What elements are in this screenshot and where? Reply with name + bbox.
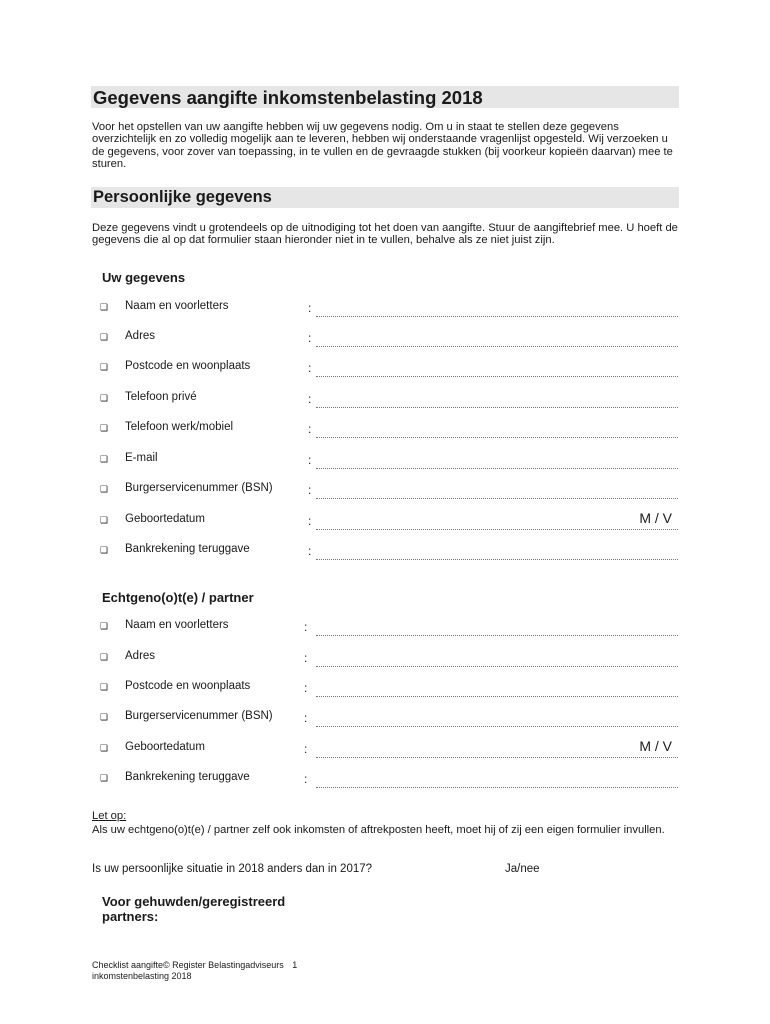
checkbox-icon[interactable]: ❏ (100, 682, 109, 692)
checkbox-icon[interactable]: ❏ (100, 652, 109, 662)
partner-field-bsn: ❏ Burgerservicenummer (BSN) : (0, 713, 770, 743)
input-line[interactable] (316, 407, 678, 408)
field-label: Geboortedatum (125, 513, 205, 525)
gender-selector[interactable]: M / V (639, 738, 672, 754)
field-label: Naam en voorletters (125, 300, 229, 312)
input-line[interactable] (316, 787, 678, 788)
field-label: E-mail (125, 452, 158, 464)
situation-answer[interactable]: Ja/nee (505, 863, 540, 875)
field-label: Burgerservicenummer (BSN) (125, 482, 273, 494)
footer-title: Checklist aangifte© Register Belastingadviseurs (92, 960, 284, 970)
input-line[interactable] (316, 559, 678, 560)
checkbox-icon[interactable]: ❏ (100, 484, 109, 494)
partner-heading: Echtgeno(o)t(e) / partner (102, 590, 254, 605)
section-heading-personal: Persoonlijke gegevens (93, 188, 272, 206)
field-label: Postcode en woonplaats (125, 360, 251, 372)
page-footer (92, 960, 297, 982)
partner-field-bank: ❏ Bankrekening teruggave : (0, 774, 770, 804)
field-label: Postcode en woonplaats (125, 680, 251, 692)
uw-field-name: ❏ Naam en voorletters : (0, 303, 770, 333)
checkbox-icon[interactable]: ❏ (100, 545, 109, 555)
field-label: Naam en voorletters (125, 619, 229, 631)
footer-subtitle: inkomstenbelasting 2018 (92, 971, 192, 981)
uw-field-birthdate: ❏ Geboortedatum : M / V (0, 516, 770, 546)
input-line[interactable] (316, 635, 678, 636)
input-line[interactable] (316, 316, 678, 317)
input-line[interactable] (316, 346, 678, 347)
field-label: Burgerservicenummer (BSN) (125, 710, 273, 722)
input-line[interactable] (316, 376, 678, 377)
uw-field-bsn: ❏ Burgerservicenummer (BSN) : (0, 485, 770, 515)
uw-gegevens-heading: Uw gegevens (102, 270, 186, 285)
checkbox-icon[interactable]: ❏ (100, 773, 109, 783)
checkbox-icon[interactable]: ❏ (100, 332, 109, 342)
checkbox-icon[interactable]: ❏ (100, 743, 109, 753)
checkbox-icon[interactable]: ❏ (100, 362, 109, 372)
field-label: Telefoon werk/mobiel (125, 421, 234, 433)
uw-field-phone-private: ❏ Telefoon privé : (0, 394, 770, 424)
uw-field-phone-work: ❏ Telefoon werk/mobiel : (0, 424, 770, 454)
checkbox-icon[interactable]: ❏ (100, 302, 109, 312)
checkbox-icon[interactable]: ❏ (100, 712, 109, 722)
uw-field-bank: ❏ Bankrekening teruggave : (0, 546, 770, 576)
input-line[interactable] (316, 529, 678, 530)
note-text: Als uw echtgeno(o)t(e) / partner zelf ook inkomsten of aftrekposten heeft, moet hij of zij een eigen formulier invullen. (92, 824, 665, 836)
section-bar-personal (91, 187, 679, 208)
field-label: Adres (125, 650, 156, 662)
partner-field-name: ❏ Naam en voorletters : (0, 622, 770, 652)
field-label: Geboortedatum (125, 741, 205, 753)
input-line[interactable] (316, 468, 678, 469)
input-line[interactable] (316, 696, 678, 697)
checkbox-icon[interactable]: ❏ (100, 454, 109, 464)
page-number: 1 (292, 960, 298, 970)
field-label: Bankrekening teruggave (125, 543, 250, 555)
partner-field-birthdate: ❏ Geboortedatum : M / V (0, 744, 770, 774)
checkbox-icon[interactable]: ❏ (100, 515, 109, 525)
checkbox-icon[interactable]: ❏ (100, 423, 109, 433)
field-label: Telefoon privé (125, 391, 197, 403)
partner-field-address: ❏ Adres : (0, 653, 770, 683)
input-line[interactable] (316, 437, 678, 438)
field-label: Bankrekening teruggave (125, 771, 250, 783)
input-line[interactable] (316, 726, 678, 727)
partner-field-postcode: ❏ Postcode en woonplaats : (0, 683, 770, 713)
uw-field-email: ❏ E-mail : (0, 455, 770, 485)
uw-field-postcode: ❏ Postcode en woonplaats : (0, 363, 770, 393)
uw-field-address: ❏ Adres : (0, 333, 770, 363)
married-partners-heading: Voor gehuwden/geregistreerd partners: (102, 894, 286, 924)
field-label: Adres (125, 330, 156, 342)
input-line[interactable] (316, 666, 678, 667)
input-line[interactable] (316, 498, 678, 499)
input-line[interactable] (316, 757, 678, 758)
note-label: Let op: (92, 810, 127, 822)
personal-paragraph: Deze gegevens vindt u grotendeels op de uitnodiging tot het doen van aangifte. Stuur de aangiftebrief mee. U hoeft de gegevens die al op dat formulier staan hieronder niet in te vullen, behalve als ze niet juist zijn. (92, 222, 678, 247)
gender-selector[interactable]: M / V (639, 510, 672, 526)
title-bar (91, 86, 679, 108)
checkbox-icon[interactable]: ❏ (100, 621, 109, 631)
intro-paragraph: Voor het opstellen van uw aangifte hebben wij uw gegevens nodig. Om u in staat te stellen deze gegevens overzichtelijk en zo volledig mogelijk aan te leveren, hebben wij onderstaande vragenlijst opgesteld. Wij verzoeken u de gegevens, voor zover van toepassing, in te vullen en de gevraagde stukken (bij voorkeur kopieën daarvan) mee te sturen. (92, 121, 673, 171)
page-title: Gegevens aangifte inkomstenbelasting 2018 (93, 87, 483, 108)
situation-question: Is uw persoonlijke situatie in 2018 anders dan in 2017? (92, 863, 373, 875)
checkbox-icon[interactable]: ❏ (100, 393, 109, 403)
